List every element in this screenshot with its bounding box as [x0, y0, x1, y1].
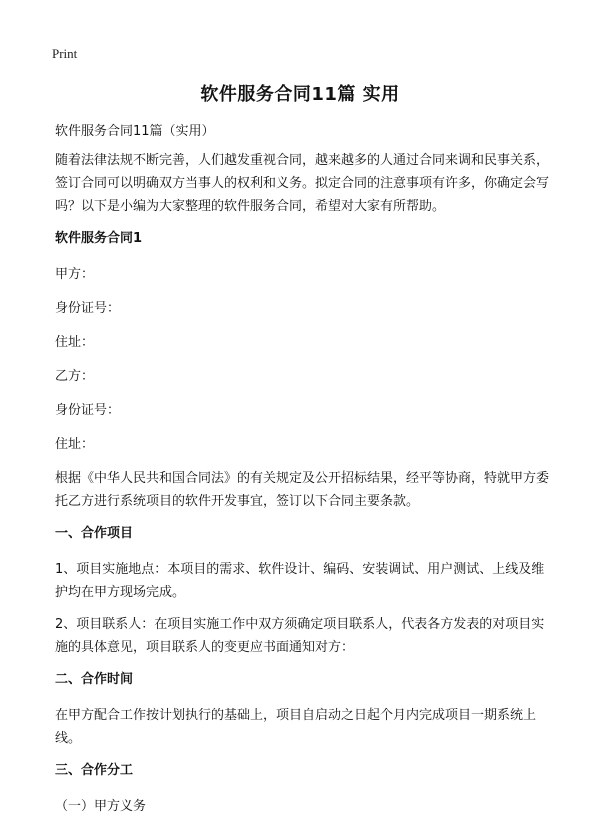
section-2-text: 在甲方配合工作按计划执行的基础上，项目自启动之日起个月内完成项目一期系统上线。 — [55, 708, 537, 746]
print-label[interactable]: Print — [52, 46, 78, 61]
field-address-a: 住址： — [55, 335, 95, 350]
section-2-heading: 二、合作时间 — [55, 672, 134, 687]
document-body — [55, 120, 555, 818]
intro-paragraph: 随着法律法规不断完善，人们越发重视合同，越来越多的人通过合同来调和民事关系，签订合同可以明确双方当事人的权利和义务。拟定合同的注意事项有许多，你确定会写吗？以下是小编为大家整理的软件服务合同，希望对大家有所帮助。 — [55, 153, 550, 214]
section-1-item-1: 1、项目实施地点：本项目的需求、软件设计、编码、安装调试、用户测试、上线及维护均在甲方现场完成。 — [55, 562, 545, 600]
field-party-b: 乙方： — [55, 369, 95, 384]
section-3-sub-1: （一）甲方义务 — [55, 799, 147, 814]
field-party-a: 甲方： — [55, 267, 95, 282]
contract-heading: 软件服务合同1 — [55, 231, 143, 246]
document-subtitle: 软件服务合同11篇（实用） — [55, 124, 215, 139]
field-id-a: 身份证号： — [55, 301, 121, 316]
field-address-b: 住址： — [55, 437, 95, 452]
basis-paragraph: 根据《中华人民共和国合同法》的有关规定及公开招标结果，经平等协商，特就甲方委托乙方进行系统项目的软件开发事宜，签订以下合同主要条款。 — [55, 471, 550, 509]
field-id-b: 身份证号： — [55, 403, 121, 418]
section-1-item-2: 2、项目联系人：在项目实施工作中双方须确定项目联系人，代表各方发表的对项目实施的具体意见，项目联系人的变更应书面通知对方： — [55, 617, 545, 655]
document-title: 软件服务合同11篇 实用 — [200, 84, 400, 105]
section-1-heading: 一、合作项目 — [55, 526, 134, 541]
section-3-heading: 三、合作分工 — [55, 763, 134, 778]
